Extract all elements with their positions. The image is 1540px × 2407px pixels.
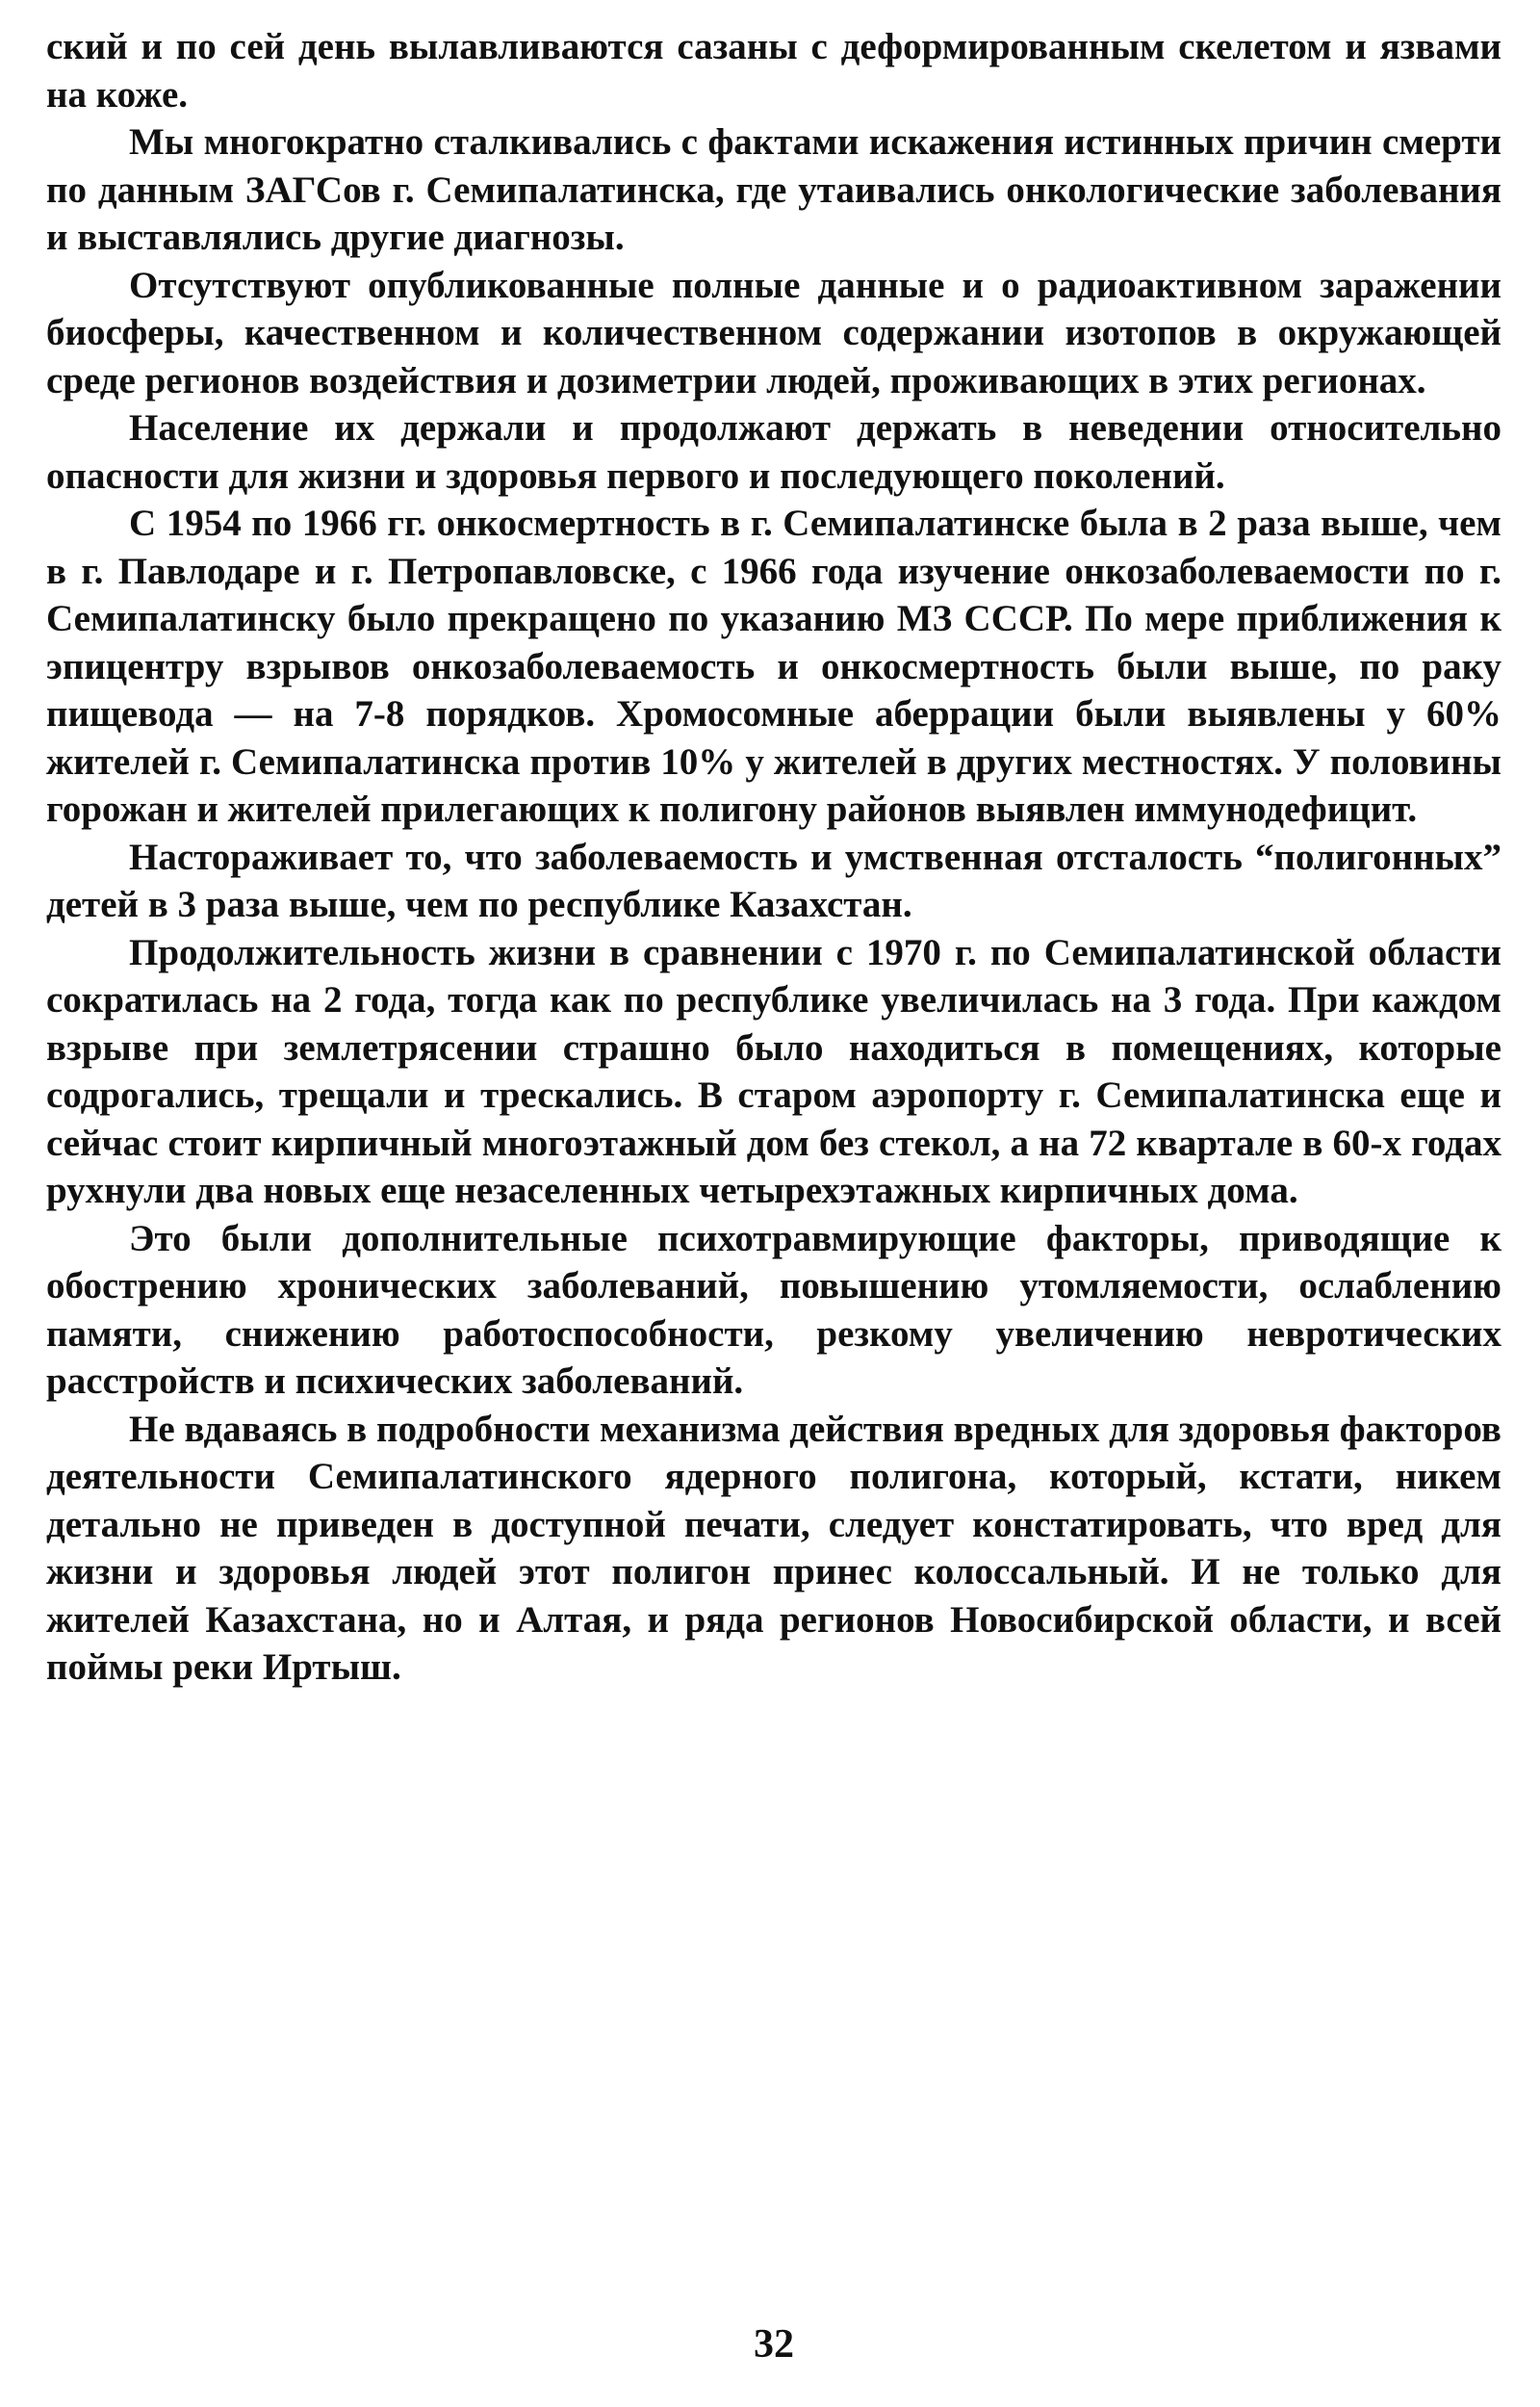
paragraph-children: Настораживает то, что заболеваемость и умственная отсталость “полигонных” детей в 3 раза выше, чем по республике Казахстан. xyxy=(46,836,1502,925)
paragraph-conclusion: Не вдаваясь в подробности механизма действия вредных для здоровья факторов деятельности Семипалатинского ядерного полигона, который, кстати, никем детально не приведен в доступной печати, следует констатировать, что вред для жизни и здоровья людей этот полигон принес колоссальный. И не только для жителей Казахстана, но и Алтая, и ряда регионов Новосибирской области, и всей поймы реки Иртыш. xyxy=(46,1408,1502,1688)
paragraph-missing-data: Отсутствуют опубликованные полные данные и о радиоактивном заражении биосферы, качественном и количественном содержании изотопов в окружающей среде регионов воздействия и дозиметрии людей, проживающих в этих регионах. xyxy=(46,264,1502,401)
paragraph-population: Население их держали и продолжают держать в неведении относительно опасности для жизни и здоровья первого и последующего поколений. xyxy=(46,407,1502,497)
paragraph-oncology-stats: С 1954 по 1966 гг. онкосмертность в г. Семипалатинске была в 2 раза выше, чем в г. Павлодаре и г. Петропавловске, с 1966 года изучение онкозаболеваемости по г. Семипалатинску было прекращено по указанию МЗ СССР. По мере приближения к эпицентру взрывов онкозаболеваемость и онкосмертность были выше, по раку пищевода — на 7-8 порядков. Хромосомные аберрации были выявлены у 60% жителей г. Семипалатинска против 10% у жителей в других местностях. У половины горожан и жителей прилегающих к полигону районов выявлен иммунодефицит. xyxy=(46,503,1502,830)
paragraph-continuation: ский и по сей день вылавливаются сазаны с деформированным скелетом и язвами на коже. xyxy=(46,26,1502,116)
page-number: 32 xyxy=(754,2322,794,2367)
book-page xyxy=(46,23,1502,2384)
paragraph-zags-data: Мы многократно сталкивались с фактами искажения истинных причин смерти по данным ЗАГСов г. Семипалатинска, где утаивались онкологические заболевания и выставлялись другие диагнозы. xyxy=(46,121,1502,258)
paragraph-life-expectancy: Продолжительность жизни в сравнении с 1970 г. по Семипалатинской области сократилась на 2 года, тогда как по республике увеличилась на 3 года. При каждом взрыве при землетрясении страшно было находиться в помещениях, которые содрогались, трещали и трескались. В старом аэропорту г. Семипалатинска еще и сейчас стоит кирпичный многоэтажный дом без стекол, а на 72 квартале в 60-х годах рухнули два новых еще незаселенных четырехэтажных кирпичных дома. xyxy=(46,931,1502,1211)
paragraph-psychotrauma: Это были дополнительные психотравмирующие факторы, приводящие к обострению хронических заболеваний, повышению утомляемости, ослаблению памяти, снижению работоспособности, резкому увеличению невротических расстройств и психических заболеваний. xyxy=(46,1217,1502,1402)
